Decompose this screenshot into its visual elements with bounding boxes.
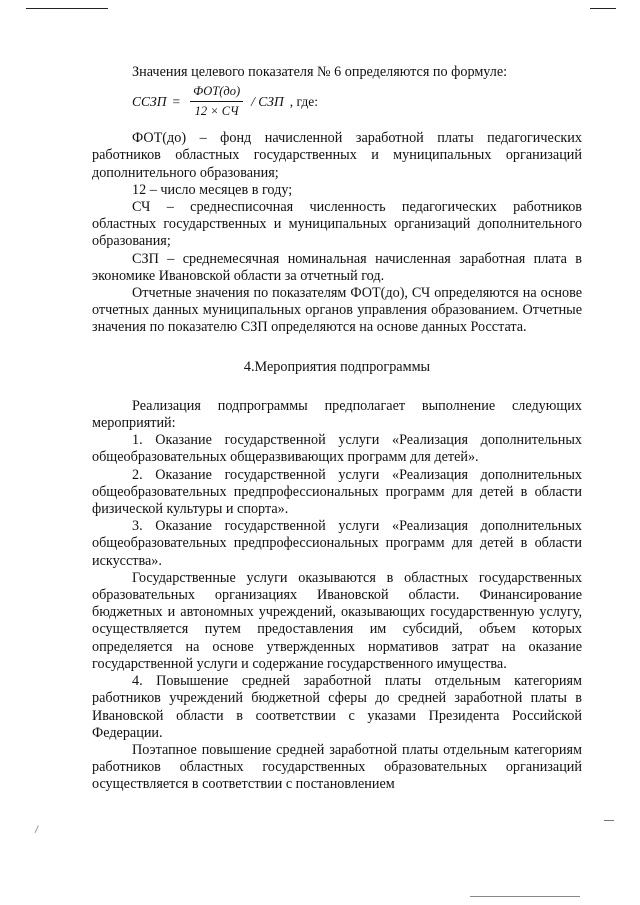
reporting-values-paragraph: Отчетные значения по показателям ФОТ(до), СЧ определяются на основе отчетных данных муниципальных органов управления образованием. Отчетные значения по показателю СЗП определяются на основе данных Росстата. xyxy=(92,285,582,336)
scan-artifact-mark xyxy=(604,820,614,821)
definition-fot: ФОТ(до) – фонд начисленной заработной платы педагогических работников областных государственных и муниципальных организаций дополнительного образования; xyxy=(92,130,582,181)
formula-fraction xyxy=(190,83,243,120)
scan-artifact-line xyxy=(26,8,108,9)
formula-equals: = xyxy=(172,93,181,109)
section-heading: 4.Мероприятия подпрограммы xyxy=(243,358,431,375)
formula-denominator: 12 × СЧ xyxy=(194,103,239,118)
activities-intro: Реализация подпрограммы предполагает выполнение следующих мероприятий: xyxy=(92,397,582,432)
formula-divider: / СЗП xyxy=(251,93,284,109)
scan-artifact-line xyxy=(590,8,616,9)
scan-artifact-line xyxy=(470,896,580,897)
salary-increase-paragraph: Поэтапное повышение средней заработной платы отдельным категориям работников областных государственных образовательных организаций осуществляется в соответствии с постановлением xyxy=(92,741,582,793)
formula xyxy=(132,81,582,121)
scan-artifact-mark xyxy=(35,825,43,834)
document-body xyxy=(92,64,582,794)
services-paragraph: Государственные услуги оказываются в областных государственных образовательных организациях Ивановской области. Финансирование бюджетных и автономных учреждений, оказывающих государственную услугу, осуществляется путем предоставления им субсидий, объем которых определяется на основе утвержденных нормативов затрат на оказание государственной услуги и содержание государственного имущества. xyxy=(92,569,582,672)
formula-suffix: , где: xyxy=(289,93,318,109)
formula-lhs: ССЗП xyxy=(132,93,167,109)
activity-item-2: 2. Оказание государственной услуги «Реализация дополнительных общеобразовательных предпрофессиональных программ для детей в области физической культуры и спорта». xyxy=(92,466,582,518)
activity-item-1: 1. Оказание государственной услуги «Реализация дополнительных общеобразовательных общеразвивающих программ для детей». xyxy=(92,432,582,466)
formula-numerator: ФОТ(до) xyxy=(190,83,243,102)
definition-months: 12 – число месяцев в году; xyxy=(132,181,293,198)
definition-sch: СЧ – среднесписочная численность педагогических работников областных государственных и муниципальных организаций дополнительного образования; xyxy=(92,199,582,250)
definition-szp: СЗП – среднемесячная номинальная начисленная заработная плата в экономике Ивановской области за отчетный год. xyxy=(92,250,582,284)
activity-item-4: 4. Повышение средней заработной платы отдельным категориям работников учреждений бюджетной сферы до средней заработной платы в Ивановской области в соответствии с указами Президента Российской Федерации. xyxy=(92,673,582,741)
formula-intro: Значения целевого показателя № 6 определяются по формуле: xyxy=(132,64,508,80)
activity-item-3: 3. Оказание государственной услуги «Реализация дополнительных общеобразовательных предпрофессиональных программ для детей в области искусства». xyxy=(92,518,582,569)
